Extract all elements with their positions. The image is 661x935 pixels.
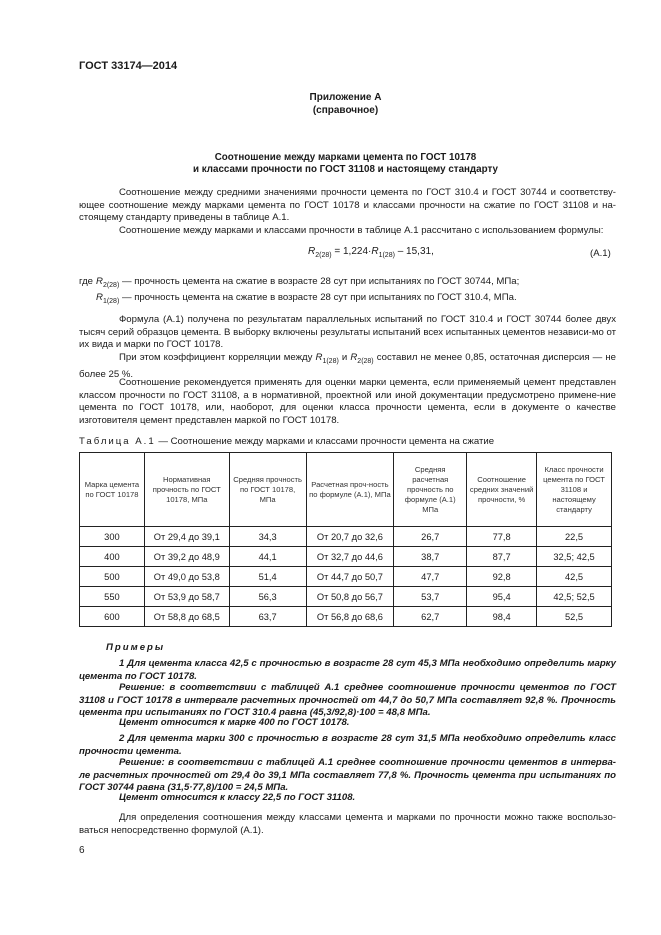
p4-text-a: При этом коэффициент корреляции между: [119, 352, 316, 363]
table-header-cell: Нормативная прочность по ГОСТ 10178, МПа: [144, 453, 229, 527]
definition-r2: [96, 276, 519, 289]
table-cell: 34,3: [229, 527, 306, 547]
table-caption: [79, 436, 494, 447]
appendix-title: Приложение А: [309, 92, 382, 103]
example-1: 1 Для цемента класса 42,5 с прочностью в возрасте 28 сут 45,3 МПа необходимо определить марку цемента по ГОСТ 10178.: [79, 658, 616, 682]
table-row: [80, 587, 612, 607]
page-number: 6: [79, 845, 85, 856]
formula-r2-subscript: 2(28): [315, 252, 332, 259]
formula-rhs-prefix: = 1,224·: [334, 246, 372, 257]
table-cell: 63,7: [229, 607, 306, 627]
body-paragraph-3: Формула (А.1) получена по результатам параллельных испытаний по ГОСТ 310.4 и ГОСТ 30744 более двух тысяч серий образцов цемента. В выборку включены результаты испытаний всех испытанных цементов независи-мо от их вида и марки по ГОСТ 10178.: [79, 314, 616, 351]
table-header-cell: Соотношение средних значений прочности, %: [467, 453, 537, 527]
body-paragraph-5: Соотношение рекомендуется применять для оценки марки цемента, если применяемый цемент представлен классом прочности по ГОСТ 31108, а в нормативной, проектной или иной документации предусмотрено примене-ние цемента по ГОСТ 10178, или, наоборот, для оценки класса прочности цемента, если в документе о качестве изготовителя цемент представлен маркой по ГОСТ 10178.: [79, 377, 616, 426]
conclusion-2: Цемент относится к классу 22,5 по ГОСТ 31108.: [119, 792, 356, 803]
table-caption-label: Таблица А.1: [79, 436, 156, 447]
table-cell: 98,4: [467, 607, 537, 627]
solution-1-text: в соответствии с таблицей А.1 среднее соотношение прочности цементов по ГОСТ 31108 и ГОСТ 10178 в интервале расчетных прочностей от 44,7 до 50,7 МПа составляет 92,8 %. Прочность цемента при испытаниях по ГОСТ 310.4 равна (45,3/92,8)·100 = 48,8 МПа.: [79, 682, 616, 719]
formula-r1-symbol: R: [371, 246, 379, 257]
table-cell: 92,8: [467, 567, 537, 587]
formula-rhs-suffix: – 15,31,: [397, 246, 434, 257]
table-caption-text: — Соотношение между марками и классами прочности цемента на сжатие: [155, 436, 495, 447]
definition-r2-symbol: R: [96, 276, 103, 287]
section-title-line1: Соотношение между марками цемента по ГОСТ 10178: [214, 152, 477, 163]
definition-r1-symbol: R: [96, 292, 103, 303]
definition-where: где: [79, 276, 94, 287]
definition-r2-subscript: 2(28): [102, 281, 120, 289]
p4-and: и: [338, 352, 351, 363]
solution-2-text: в соответствии с таблицей А.1 среднее соотношение прочности цементов в интерва-ле расчетных прочностей от 29,4 до 39,1 МПа составляет 77,8 %. Прочность цемента при испытаниях по ГОСТ 30744 равна (31,5·77,8)/100 = 24,5 МПа.: [79, 757, 616, 794]
solution-2-label: Решение:: [119, 757, 165, 768]
table-cell: От 32,7 до 44,6: [306, 547, 394, 567]
formula-r2-symbol: R: [308, 246, 316, 257]
section-title-line2: и классами прочности по ГОСТ 31108 и настоящему стандарту: [193, 164, 498, 175]
solution-2: [79, 757, 616, 795]
table-header-row: [80, 453, 612, 527]
table-row: [80, 527, 612, 547]
document-number: ГОСТ 33174—2014: [79, 60, 178, 72]
definition-r1-subscript: 1(28): [102, 297, 120, 305]
p4-text-b: составил не менее 0,85, остаточная дисперсия — не более 25 %.: [79, 352, 616, 380]
p4-r1-subscript: 1(28): [322, 357, 339, 365]
p4-r2-subscript: 2(28): [357, 357, 374, 365]
formula-number: (А.1): [590, 248, 611, 259]
example-2: 2 Для цемента марки 300 с прочностью в возрасте 28 сут 31,5 МПа необходимо определить класс прочности цемента.: [79, 733, 616, 757]
table-cell: 44,1: [229, 547, 306, 567]
solution-1-label: Решение:: [119, 682, 165, 693]
table-cell: 600: [80, 607, 145, 627]
table-cell: От 39,2 до 48,9: [144, 547, 229, 567]
intro-paragraph-1: Соотношение между средними значениями прочности цемента по ГОСТ 310.4 и ГОСТ 30744 и соответству-ющее соотношение между марками цемента по ГОСТ 10178 и классами прочности на сжатие по ГОСТ 31108 и на-стоящему стандарту приведены в таблице А.1.: [79, 187, 616, 224]
strength-table: [79, 452, 612, 627]
table-cell: От 20,7 до 32,6: [306, 527, 394, 547]
table-cell: От 53,9 до 58,7: [144, 587, 229, 607]
table-cell: 500: [80, 567, 145, 587]
table-header-cell: Расчетная проч-ность по формуле (А.1), МПа: [306, 453, 394, 527]
p4-r1-symbol: R: [315, 352, 323, 363]
table-cell: 32,5; 42,5: [537, 547, 612, 567]
table-header-cell: Средняя расчетная прочность по формуле (А.1) МПа: [394, 453, 467, 527]
table-cell: От 29,4 до 39,1: [144, 527, 229, 547]
conclusion-1: Цемент относится к марке 400 по ГОСТ 10178.: [119, 717, 350, 728]
table-cell: 26,7: [394, 527, 467, 547]
definition-r1: [96, 292, 517, 305]
solution-1: [79, 682, 616, 720]
table-cell: От 58,8 до 68,5: [144, 607, 229, 627]
table-cell: От 56,8 до 68,6: [306, 607, 394, 627]
definition-r1-text: — прочность цемента на сжатие в возрасте 28 сут при испытаниях по ГОСТ 310.4, МПа.: [121, 292, 517, 303]
table-row: [80, 607, 612, 627]
table-header-cell: Марка цемента по ГОСТ 10178: [80, 453, 145, 527]
table-header-cell: Класс прочности цемента по ГОСТ 31108 и настоящему стандарту: [537, 453, 612, 527]
table-cell: 62,7: [394, 607, 467, 627]
examples-heading: Примеры: [106, 642, 166, 653]
table-cell: 47,7: [394, 567, 467, 587]
final-paragraph: Для определения соотношения между классами цемента и марками по прочности можно также воспользо-ваться непосредственно формулой (А.1).: [79, 812, 616, 836]
table-cell: От 49,0 до 53,8: [144, 567, 229, 587]
table-cell: 400: [80, 547, 145, 567]
table-cell: 52,5: [537, 607, 612, 627]
table-cell: 77,8: [467, 527, 537, 547]
table-cell: 42,5; 52,5: [537, 587, 612, 607]
table-cell: 22,5: [537, 527, 612, 547]
definition-r2-text: — прочность цемента на сжатие в возрасте 28 сут при испытаниях по ГОСТ 30744, МПа;: [121, 276, 520, 287]
formula-r1-subscript: 1(28): [378, 252, 395, 259]
table-cell: От 44,7 до 50,7: [306, 567, 394, 587]
table-cell: От 50,8 до 56,7: [306, 587, 394, 607]
table-cell: 550: [80, 587, 145, 607]
p4-r2-symbol: R: [350, 352, 358, 363]
appendix-subtitle: (справочное): [312, 105, 379, 116]
table-header-cell: Средняя прочность по ГОСТ 10178, МПа: [229, 453, 306, 527]
table-cell: 56,3: [229, 587, 306, 607]
table-cell: 87,7: [467, 547, 537, 567]
intro-paragraph-2: Соотношение между марками и классами прочности в таблице А.1 рассчитано с использованием формулы:: [119, 225, 604, 236]
table-cell: 95,4: [467, 587, 537, 607]
table-row: [80, 567, 612, 587]
table-cell: 38,7: [394, 547, 467, 567]
table-cell: 42,5: [537, 567, 612, 587]
table-cell: 51,4: [229, 567, 306, 587]
table-cell: 300: [80, 527, 145, 547]
table-cell: 53,7: [394, 587, 467, 607]
formula-a1: [308, 246, 434, 259]
table-row: [80, 547, 612, 567]
